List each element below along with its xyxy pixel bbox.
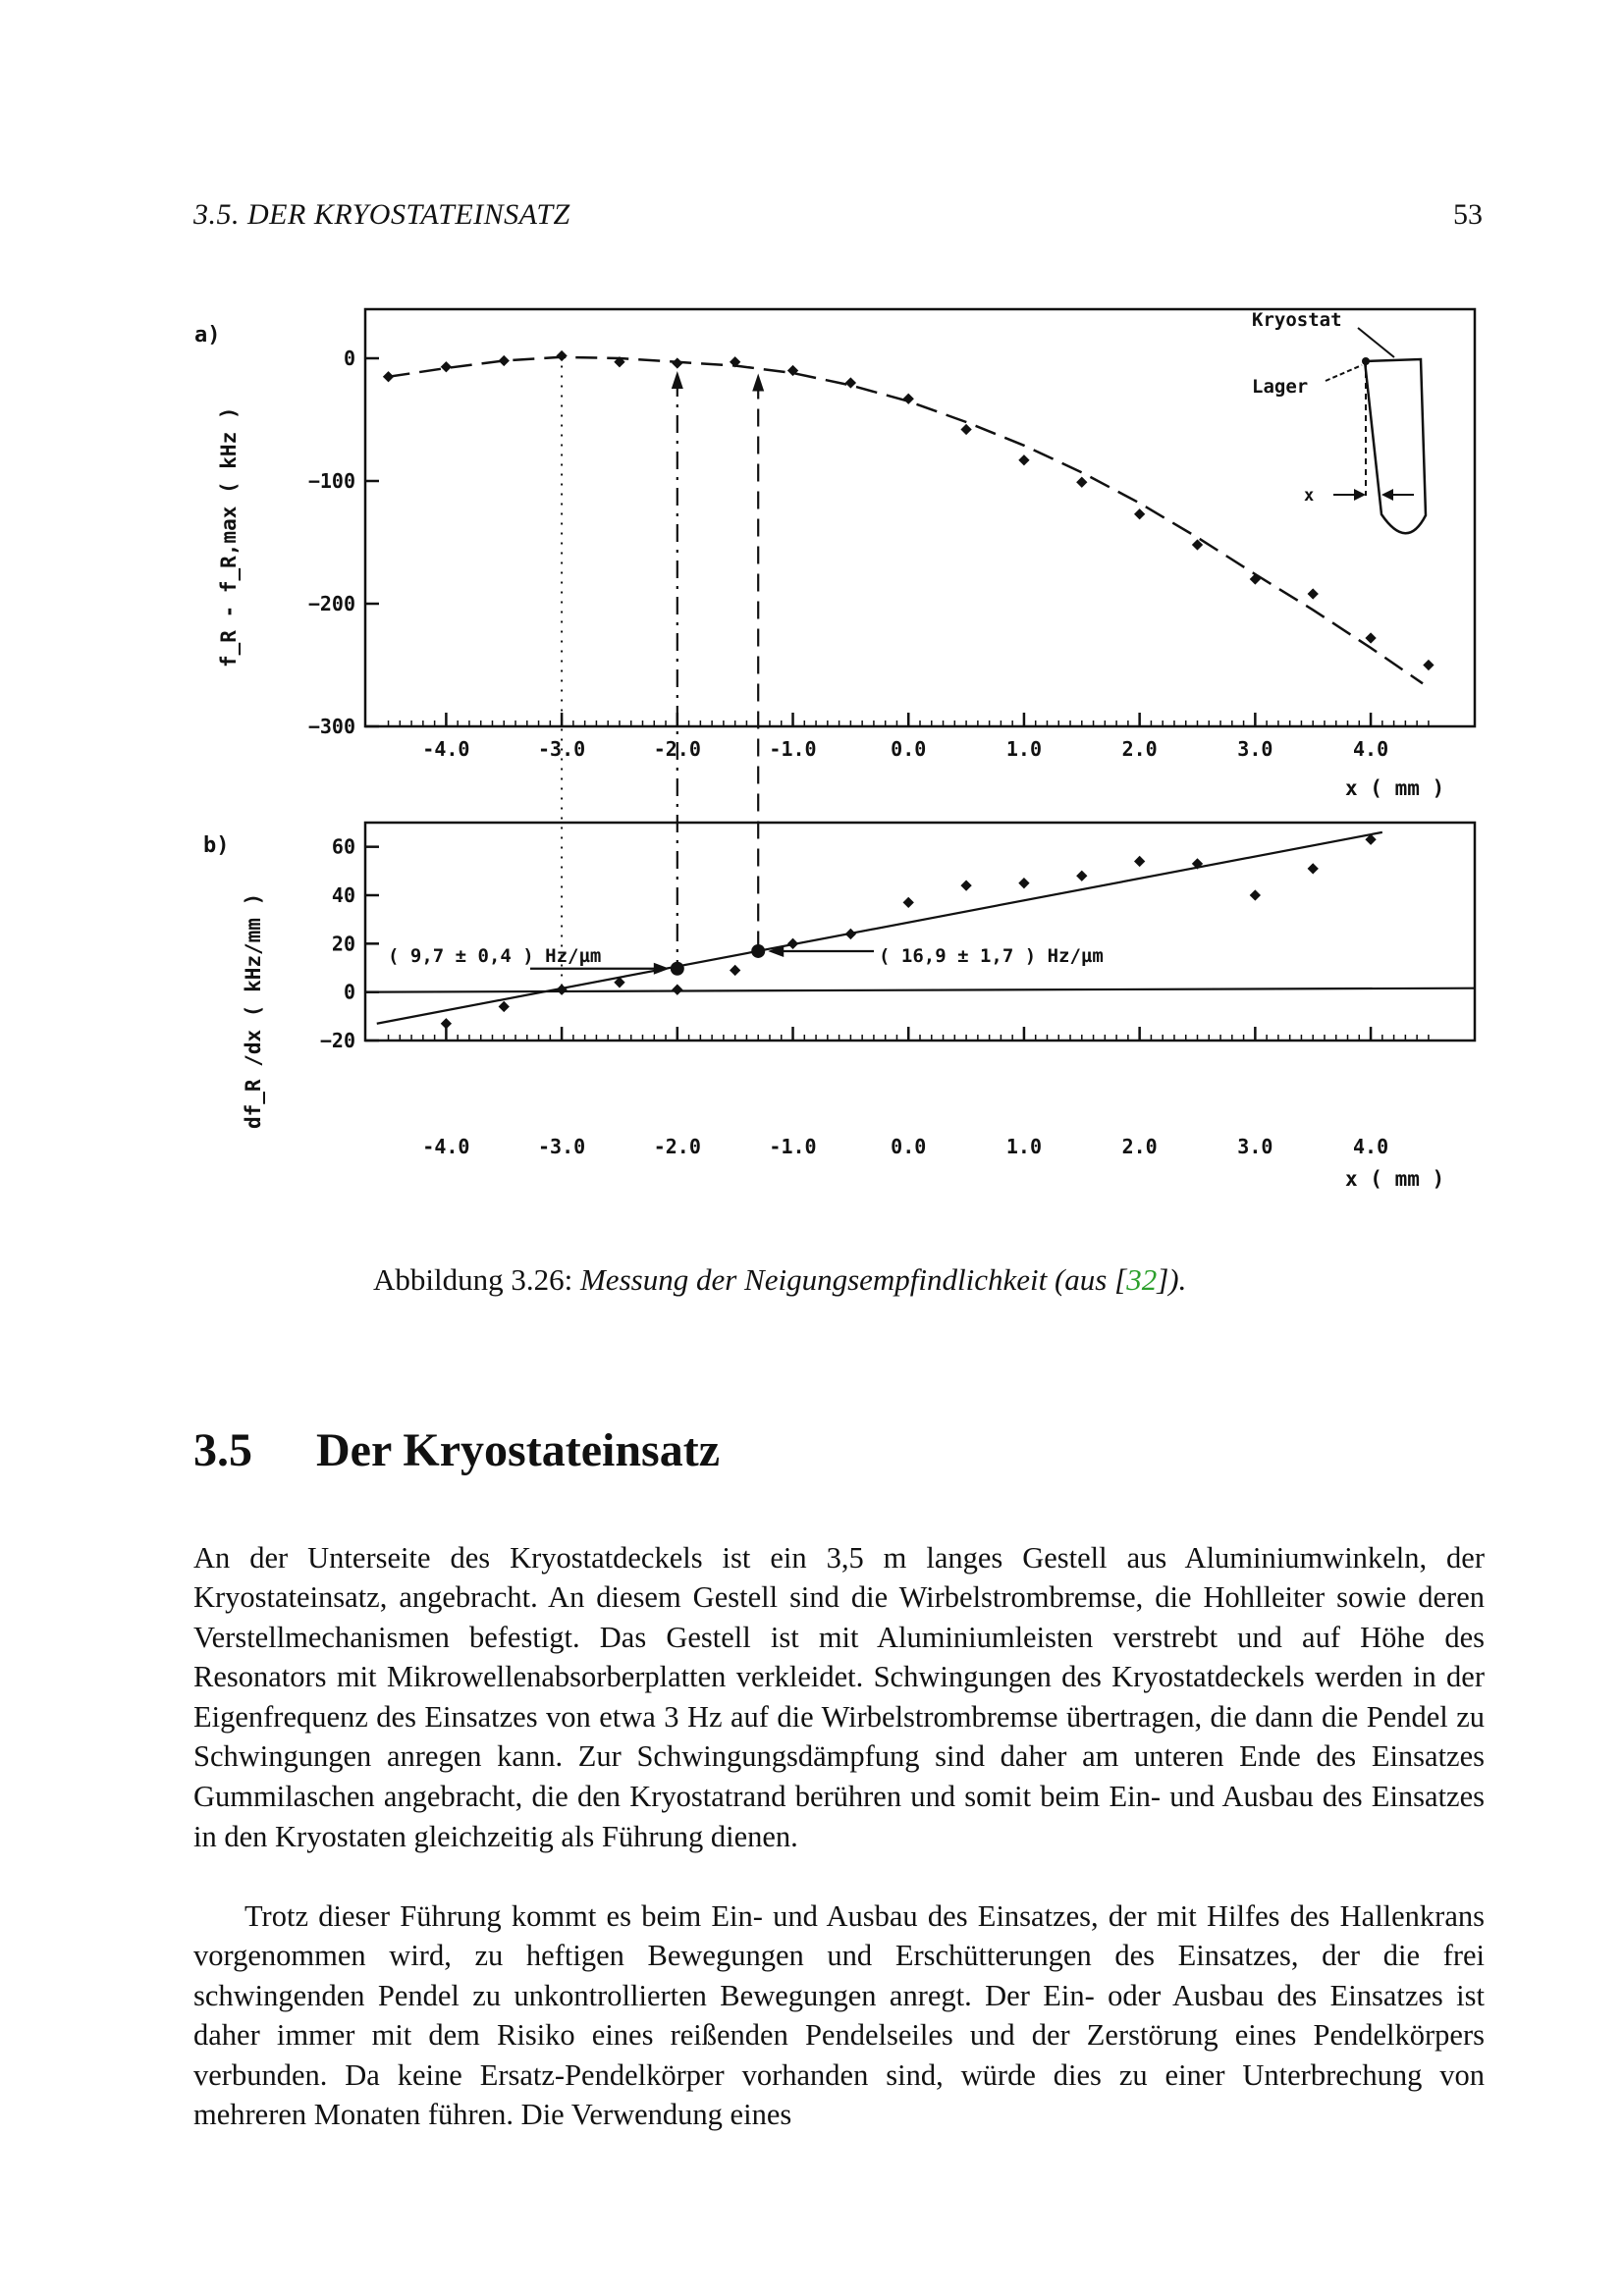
caption-close: ]). (1157, 1262, 1187, 1297)
figure-svg (191, 294, 1488, 1207)
panel-a-x-tick-label: 2.0 (1121, 737, 1158, 761)
section-heading (193, 1423, 720, 1477)
marker-arrowhead (752, 374, 764, 392)
panel-b-data-point (499, 1001, 510, 1012)
annotation-slope-left: ( 9,7 ± 0,4 ) Hz/µm (388, 945, 602, 967)
panel-a-x-tick-label: -2.0 (653, 737, 701, 761)
panel-a-x-tick-label: 0.0 (891, 737, 927, 761)
panel-a-data-point (903, 394, 914, 404)
plot-layer (308, 347, 1475, 1158)
caption-label: Abbildung 3.26: (373, 1262, 573, 1297)
panel-a-x-tick-label: 4.0 (1353, 737, 1389, 761)
panel-a-y-label: f_R - f_R,max ( kHz ) (217, 406, 241, 667)
panel-b-data-point (1018, 878, 1029, 888)
page-number: 53 (1453, 198, 1483, 231)
panel-a-fit-curve (389, 357, 1424, 684)
panel-b-data-point (845, 929, 856, 939)
panel-b-fit-line (377, 832, 1382, 1024)
inset-x-arrowhead-right (1381, 489, 1393, 501)
caption-reference-link[interactable]: 32 (1126, 1262, 1158, 1297)
panel-b-x-label: x ( mm ) (1345, 1167, 1445, 1191)
panel-a-data-point (499, 355, 510, 366)
panel-a-label: a) (194, 323, 221, 347)
inset-x-arrowhead-left (1354, 489, 1366, 501)
caption-text: Messung der Neigungsempfindlichkeit (aus [ (579, 1262, 1127, 1297)
panel-b-y-tick-label: 60 (331, 834, 355, 859)
annotation-slope-right: ( 16,9 ± 1,7 ) Hz/µm (879, 945, 1104, 967)
panel-b-data-point (730, 965, 740, 976)
inset-lager-leader (1326, 365, 1362, 381)
section-number: 3.5 (193, 1424, 252, 1476)
panel-a-data-point (1076, 477, 1087, 488)
panel-b-data-point (1250, 889, 1261, 900)
panel-b-x-tick-label: -2.0 (653, 1135, 701, 1158)
panel-b-y-tick-label: 0 (343, 980, 355, 1004)
panel-b-x-tick-label: 1.0 (1005, 1135, 1042, 1158)
panel-b-y-tick-label: 20 (331, 932, 355, 956)
panel-a-x-tick-label: 3.0 (1237, 737, 1273, 761)
panel-b-x-tick-label: 4.0 (1353, 1135, 1389, 1158)
panel-b-data-point (672, 985, 682, 995)
panel-a-data-point (1018, 454, 1029, 465)
panel-a-data-point (672, 357, 682, 368)
panel-b-zero-line (365, 988, 1475, 992)
inset-lager-point (1362, 357, 1370, 365)
panel-a-x-tick-label: 1.0 (1005, 737, 1042, 761)
panel-a-y-tick-label: 0 (343, 347, 355, 370)
panel-b-x-tick-label: 3.0 (1237, 1135, 1273, 1158)
annotation-arrowhead-left (654, 963, 670, 975)
panel-b-x-tick-label: -3.0 (538, 1135, 586, 1158)
panel-a-y-tick-label: −300 (307, 715, 355, 738)
panel-b-data-point (787, 938, 798, 949)
inset-x-label: x (1304, 486, 1315, 506)
panel-a-data-point (1308, 588, 1319, 599)
panel-b-data-point (903, 897, 914, 908)
figure-caption (373, 1262, 1186, 1298)
panel-a-y-tick-label: −100 (307, 469, 355, 493)
panel-a-x-tick-label: -3.0 (538, 737, 586, 761)
panel-a-x-tick-label: -4.0 (422, 737, 470, 761)
panel-b-frame (365, 823, 1475, 1041)
panel-b-data-point (1134, 856, 1145, 867)
panel-b-highlight-point (671, 962, 684, 976)
panel-a-x-label: x ( mm ) (1345, 776, 1445, 800)
inset-kryostat-leader (1358, 328, 1394, 357)
panel-b-y-label-visible: df_R /dx ( kHz/mm ) (242, 892, 265, 1129)
inset-vessel (1365, 359, 1426, 533)
body-paragraph: Trotz dieser Führung kommt es beim Ein- und Ausbau des Einsatzes, der mit Hilfes des Hallenkrans vorgenommen wird, zu heftigen Bewegungen und Erschütterungen des Einsatzes, der die frei schwingenden Pendel zu unkontrollierten Bewegungen anregt. Der Ein- oder Ausbau des Einsatzes ist daher immer mit dem Risiko eines reißenden Pendelseiles und der Zerstörung eines Pendelkörpers verbunden. Da keine Ersatz-Pendelkörper vorhanden sind, würde dies zu einer Unterbrechung von mehreren Monaten führen. Die Verwendung eines (193, 1898, 1485, 2132)
inset-kryostat-label: Kryostat (1252, 309, 1342, 331)
panel-b-x-tick-label: -4.0 (422, 1135, 470, 1158)
marker-arrowhead (672, 371, 683, 389)
panel-a-data-point (1423, 660, 1434, 670)
panel-b-highlight-point (751, 944, 765, 958)
kryostat-inset (1252, 309, 1426, 533)
panel-a-y-tick-label: −200 (307, 592, 355, 615)
panel-a-data-point (845, 377, 856, 388)
panel-a-x-tick-label: -1.0 (769, 737, 817, 761)
running-head-section: 3.5. DER KRYOSTATEINSATZ (193, 198, 570, 231)
panel-a-data-point (960, 424, 971, 435)
panel-b-data-point (1076, 871, 1087, 881)
panel-b-data-point (556, 985, 567, 995)
panel-b-x-tick-label: 0.0 (891, 1135, 927, 1158)
panel-b-x-tick-label: 2.0 (1121, 1135, 1158, 1158)
inset-lager-label: Lager (1252, 376, 1309, 398)
panel-b-data-point (960, 880, 971, 890)
panel-b-x-tick-label: -1.0 (769, 1135, 817, 1158)
panel-a-frame (365, 309, 1475, 726)
panel-a-data-point (383, 371, 394, 382)
panel-a-data-point (441, 361, 452, 372)
panel-b-y-tick-label: 40 (331, 883, 355, 907)
body-paragraph: An der Unterseite des Kryostatdeckels ist ein 3,5 m langes Gestell aus Aluminiumwinkeln, der Kryostateinsatz, angebracht. An diesem Gestell sind die Wirbelstrombremse, die Hohlleiter sowie deren Verstellmechanismen befestigt. Das Gestell ist mit Aluminiumleisten verstrebt und auf Höhe des Resonators mit Mikrowellenabsorberplatten verkleidet. Schwingungen des Kryostatdeckels werden in der Eigenfrequenz des Einsatzes von etwa 3 Hz auf die Wirbelstrombremse übertragen, die dann die Pendel zu Schwingungen anregen kann. Zur Schwingungsdämpfung sind daher am unteren Ende des Einsatzes Gummilaschen angebracht, die den Kryostatrand berühren und somit beim Ein- und Ausbau des Einsatzes in den Kryostaten gleichzeitig als Führung dienen. (193, 1540, 1485, 1853)
figure-3-26 (191, 294, 1488, 1207)
panel-b-data-point (1308, 863, 1319, 874)
panel-b-y-tick-label: −20 (319, 1029, 355, 1052)
section-title: Der Kryostateinsatz (316, 1424, 720, 1476)
panel-b-label: b) (203, 833, 230, 858)
panel-a-data-point (1134, 508, 1145, 519)
panel-a-data-point (1365, 632, 1376, 643)
